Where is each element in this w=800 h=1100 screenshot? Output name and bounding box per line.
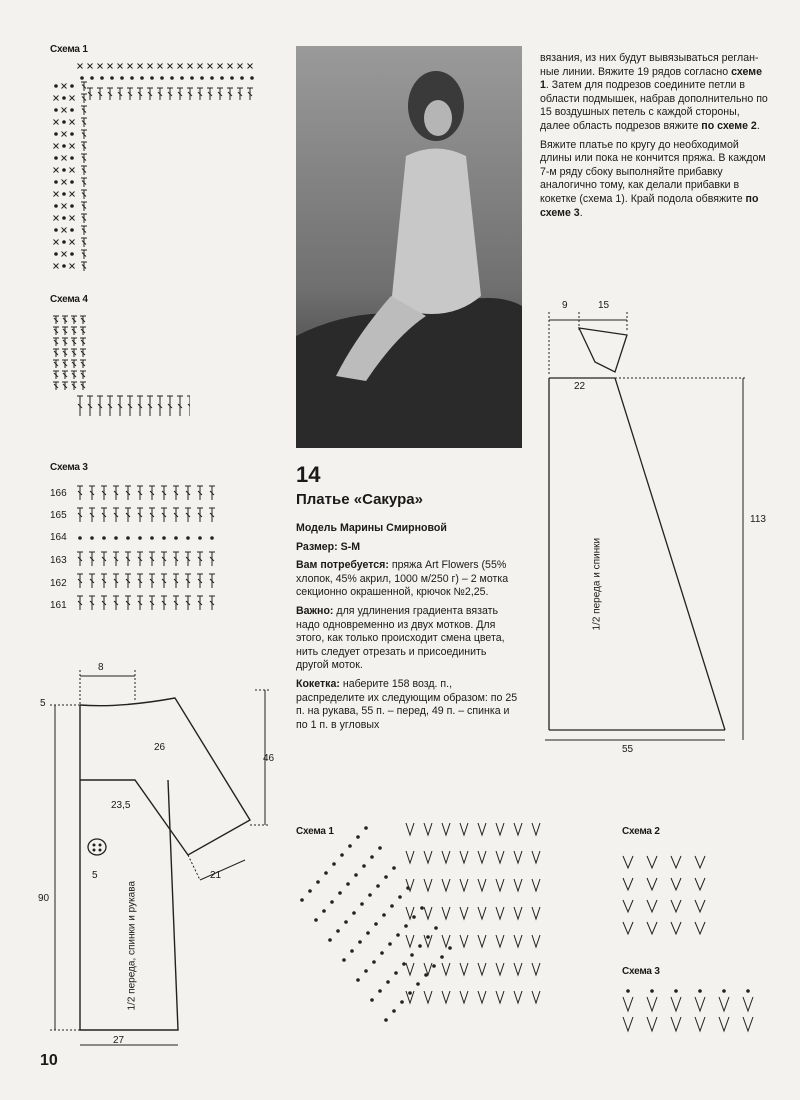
col2-text: . Затем для подрезов соедините петли в области подмышек, набрав дополнительно по 15 воздушных петель с каждой стороны, далее область подрезов вяжите — [540, 79, 768, 132]
dim-5: 5 — [40, 698, 46, 709]
col2-text: вязания, из них будут вывязываться регланные линии. Вяжите 19 рядов согласно — [540, 52, 759, 78]
dim-90: 90 — [38, 893, 50, 904]
yoke-text: наберите 158 возд. п., распределите их следующим образом: по 25 п. на рукава, 55 п. – перед, 49 п. – спинка и по 1 п. в угловых — [296, 677, 518, 731]
col2-text: Вяжите платье по кругу до необходимой длины или пока не кончится пряжа. В каждом 7-м ряду сбоку выполняйте прибавку аналогично тому, как делали прибавки в кокетке (схема 1). Край подола обвяжите — [540, 138, 766, 205]
col2-bold: схеме 1 — [540, 65, 762, 92]
schema1-left-label: Схема 1 — [50, 44, 88, 55]
dim-27: 27 — [113, 1035, 125, 1046]
row-number: 162 — [50, 578, 67, 589]
schema3-bottom-label: Схема 3 — [622, 966, 660, 977]
dim-46: 46 — [263, 753, 275, 764]
schema3-left-diagram — [50, 482, 230, 612]
col2-text: . — [579, 206, 583, 219]
dim-22: 22 — [574, 381, 586, 392]
row-number: 161 — [50, 600, 67, 611]
important-text: для удлинения градиента вязать надо одновременно из двух мотков. Для этого, как только происходит смена цвета, нить следует отрезать и присоединить другой моток. — [296, 604, 505, 672]
size-label: Размер: — [296, 540, 338, 553]
schema3-bottom-diagram — [618, 985, 758, 1040]
dim-9: 9 — [562, 300, 568, 311]
row-number: 163 — [50, 555, 67, 566]
dim-15: 15 — [598, 300, 610, 311]
need-label: Вам потребуется: — [296, 559, 389, 572]
row-number: 165 — [50, 510, 67, 521]
article-body — [296, 522, 522, 737]
vertical-label-dress: 1/2 переда и спинки — [591, 537, 603, 631]
row-number: 166 — [50, 488, 67, 499]
schema2-bottom-label: Схема 2 — [622, 826, 660, 837]
model-photo — [296, 46, 522, 448]
important-label: Важно: — [296, 604, 334, 617]
dress-pattern-diagram — [535, 300, 765, 760]
vertical-label-sleeve: 1/2 переда, спинки и рукава — [126, 880, 138, 1011]
schema4-diagram — [50, 310, 190, 435]
dim-5b: 5 — [92, 870, 98, 881]
dim-23-5: 23,5 — [111, 800, 131, 811]
dim-113: 113 — [750, 514, 766, 525]
size-value: S-M — [340, 540, 361, 553]
dim-21: 21 — [210, 870, 222, 881]
schema1-bottom-label: Схема 1 — [296, 826, 334, 837]
article-body-col2 — [540, 52, 768, 225]
need-text: пряжа Art Flowers (55% хлопок, 45% акрил, 1000 м/250 г) – 2 мотка секционно окрашенной, крючок №2,25. — [296, 559, 509, 599]
schema4-label: Схема 4 — [50, 294, 88, 305]
schema1-bottom-diagram — [290, 805, 560, 1050]
article-title: Платье «Сакура» — [296, 491, 423, 508]
yoke-pattern-diagram — [40, 660, 280, 1055]
article-number: 14 — [296, 462, 321, 487]
dim-55: 55 — [622, 744, 634, 755]
page-number: 10 — [40, 1052, 58, 1069]
col2-text: . — [756, 119, 760, 132]
col2-bold: по схеме 2 — [701, 119, 757, 132]
dim-8: 8 — [98, 662, 104, 673]
yoke-label: Кокетка: — [296, 677, 340, 690]
schema3-left-label: Схема 3 — [50, 462, 88, 473]
schema1-left-diagram — [50, 58, 265, 273]
row-number: 164 — [50, 532, 67, 543]
col2-bold: по схеме 3 — [540, 192, 759, 219]
model-author: Модель Марины Смирновой — [296, 522, 447, 534]
schema2-bottom-diagram — [618, 848, 718, 948]
dim-26: 26 — [154, 742, 166, 753]
